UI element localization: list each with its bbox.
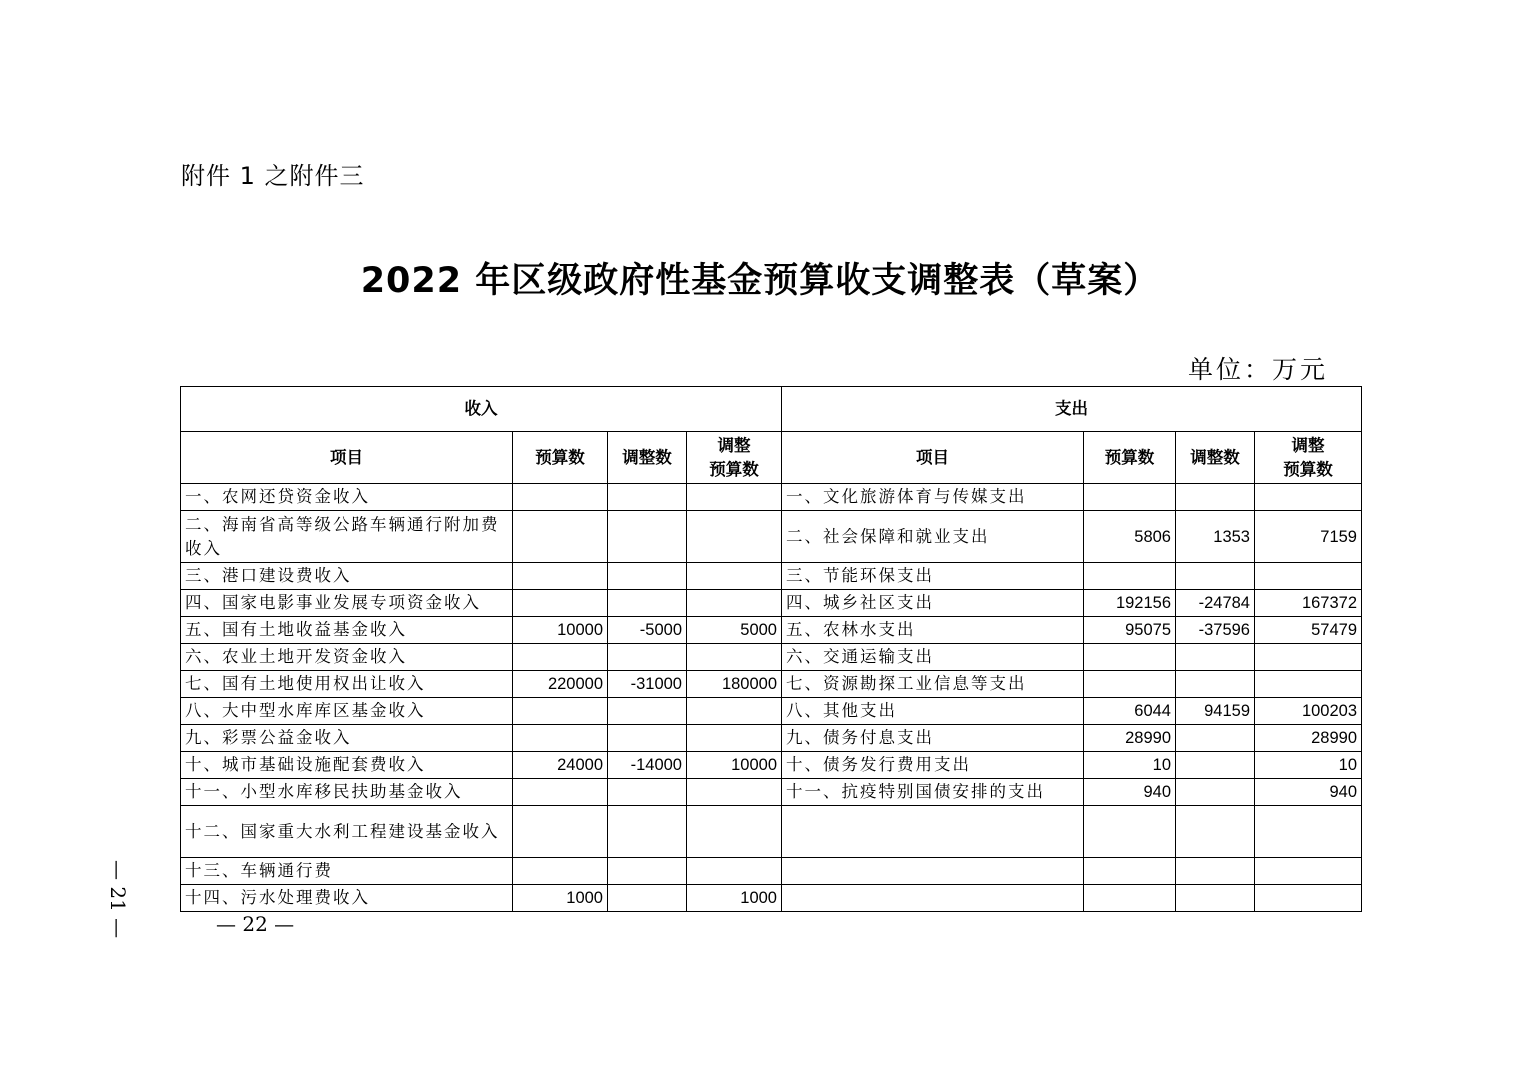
income-budget-header: 预算数 — [513, 432, 608, 484]
income-budget-cell: 10000 — [513, 617, 608, 644]
expense-budget-cell: 5806 — [1084, 511, 1176, 563]
expense-budget-cell — [1084, 644, 1176, 671]
expense-budget-cell — [1084, 671, 1176, 698]
expense-budget-cell: 6044 — [1084, 698, 1176, 725]
income-adjust-cell — [608, 563, 687, 590]
income-adjust-cell — [608, 511, 687, 563]
table-row — [181, 806, 1362, 858]
income-group-header: 收入 — [181, 387, 782, 432]
income-adjusted-cell — [687, 511, 782, 563]
expense-item-cell: 四、城乡社区支出 — [782, 590, 1084, 617]
expense-adjust-cell: 1353 — [1176, 511, 1255, 563]
income-budget-cell — [513, 563, 608, 590]
income-item-cell: 五、国有土地收益基金收入 — [181, 617, 513, 644]
income-adjusted-cell — [687, 590, 782, 617]
table-row — [181, 590, 1362, 617]
column-header-row — [181, 432, 1362, 484]
expense-adjust-cell — [1176, 644, 1255, 671]
expense-adjust-cell — [1176, 563, 1255, 590]
income-budget-cell — [513, 858, 608, 885]
income-item-cell: 十二、国家重大水利工程建设基金收入 — [181, 806, 513, 858]
income-adjust-cell — [608, 590, 687, 617]
income-item-cell: 十、城市基础设施配套费收入 — [181, 752, 513, 779]
expense-adjusted-cell: 28990 — [1255, 725, 1362, 752]
expense-budget-cell — [1084, 806, 1176, 858]
income-item-cell: 七、国有土地使用权出让收入 — [181, 671, 513, 698]
expense-adjusted-cell — [1255, 644, 1362, 671]
expense-item-cell: 八、其他支出 — [782, 698, 1084, 725]
income-item-cell: 六、农业土地开发资金收入 — [181, 644, 513, 671]
income-item-cell: 三、港口建设费收入 — [181, 563, 513, 590]
group-header-row — [181, 387, 1362, 432]
income-adjust-cell: -14000 — [608, 752, 687, 779]
expense-budget-cell: 940 — [1084, 779, 1176, 806]
expense-adjust-cell — [1176, 779, 1255, 806]
income-budget-cell — [513, 644, 608, 671]
expense-budget-header: 预算数 — [1084, 432, 1176, 484]
expense-budget-cell: 192156 — [1084, 590, 1176, 617]
expense-adjust-cell — [1176, 484, 1255, 511]
table-row — [181, 671, 1362, 698]
expense-item-cell: 九、债务付息支出 — [782, 725, 1084, 752]
expense-budget-cell: 10 — [1084, 752, 1176, 779]
expense-item-header: 项目 — [782, 432, 1084, 484]
income-item-header: 项目 — [181, 432, 513, 484]
table-row — [181, 511, 1362, 563]
income-adjusted-cell: 180000 — [687, 671, 782, 698]
income-adjusted-header — [687, 432, 782, 484]
expense-item-cell — [782, 885, 1084, 912]
expense-item-cell: 六、交通运输支出 — [782, 644, 1084, 671]
attachment-label: 附件 1 之附件三 — [181, 162, 365, 190]
income-item-cell: 二、海南省高等级公路车辆通行附加费收入 — [181, 511, 513, 563]
expense-item-cell — [782, 858, 1084, 885]
income-budget-cell — [513, 484, 608, 511]
table-row — [181, 563, 1362, 590]
expense-item-cell: 十一、抗疫特别国债安排的支出 — [782, 779, 1084, 806]
expense-adjust-header: 调整数 — [1176, 432, 1255, 484]
income-adjust-cell — [608, 885, 687, 912]
expense-group-header: 支出 — [782, 387, 1362, 432]
income-item-cell: 九、彩票公益金收入 — [181, 725, 513, 752]
table-row — [181, 858, 1362, 885]
table-row — [181, 885, 1362, 912]
expense-adjusted-cell: 167372 — [1255, 590, 1362, 617]
table-row — [181, 617, 1362, 644]
expense-adjusted-cell — [1255, 858, 1362, 885]
income-budget-cell — [513, 725, 608, 752]
adjusted-header-line1: 调整 — [1291, 435, 1325, 455]
expense-adjust-cell: -24784 — [1176, 590, 1255, 617]
expense-adjust-cell — [1176, 671, 1255, 698]
expense-adjust-cell — [1176, 752, 1255, 779]
expense-adjusted-cell — [1255, 484, 1362, 511]
expense-adjusted-cell — [1255, 806, 1362, 858]
expense-budget-cell — [1084, 563, 1176, 590]
expense-budget-cell — [1084, 885, 1176, 912]
income-budget-cell — [513, 779, 608, 806]
income-adjusted-cell — [687, 779, 782, 806]
expense-item-cell: 五、农林水支出 — [782, 617, 1084, 644]
income-adjusted-cell: 10000 — [687, 752, 782, 779]
expense-adjust-cell — [1176, 885, 1255, 912]
expense-budget-cell: 95075 — [1084, 617, 1176, 644]
adjusted-header-line1: 调整 — [717, 435, 751, 455]
income-budget-cell — [513, 511, 608, 563]
income-adjusted-cell — [687, 725, 782, 752]
expense-adjust-cell — [1176, 725, 1255, 752]
income-item-cell: 一、农网还贷资金收入 — [181, 484, 513, 511]
expense-item-cell — [782, 806, 1084, 858]
expense-adjusted-header — [1255, 432, 1362, 484]
expense-item-cell: 三、节能环保支出 — [782, 563, 1084, 590]
expense-adjusted-cell: 940 — [1255, 779, 1362, 806]
income-item-cell: 八、大中型水库库区基金收入 — [181, 698, 513, 725]
adjusted-header-line2: 预算数 — [709, 459, 759, 479]
income-adjusted-cell — [687, 698, 782, 725]
income-adjusted-cell — [687, 644, 782, 671]
table-row — [181, 752, 1362, 779]
income-budget-cell: 220000 — [513, 671, 608, 698]
income-adjust-cell — [608, 644, 687, 671]
expense-adjusted-cell: 10 — [1255, 752, 1362, 779]
income-item-cell: 十三、车辆通行费 — [181, 858, 513, 885]
income-adjust-cell — [608, 698, 687, 725]
table-row — [181, 779, 1362, 806]
budget-adjustment-table — [180, 386, 1362, 912]
income-adjust-cell — [608, 779, 687, 806]
income-adjust-cell: -5000 — [608, 617, 687, 644]
table-row — [181, 644, 1362, 671]
expense-budget-cell: 28990 — [1084, 725, 1176, 752]
expense-item-cell: 一、文化旅游体育与传媒支出 — [782, 484, 1084, 511]
income-adjust-cell — [608, 858, 687, 885]
table-row — [181, 698, 1362, 725]
income-adjust-cell: -31000 — [608, 671, 687, 698]
expense-adjusted-cell: 100203 — [1255, 698, 1362, 725]
expense-item-cell: 十、债务发行费用支出 — [782, 752, 1084, 779]
income-adjusted-cell — [687, 806, 782, 858]
expense-budget-cell — [1084, 858, 1176, 885]
expense-item-cell: 七、资源勘探工业信息等支出 — [782, 671, 1084, 698]
income-adjust-cell — [608, 484, 687, 511]
expense-budget-cell — [1084, 484, 1176, 511]
expense-adjusted-cell — [1255, 563, 1362, 590]
income-budget-cell — [513, 590, 608, 617]
expense-adjusted-cell — [1255, 671, 1362, 698]
income-adjusted-cell: 1000 — [687, 885, 782, 912]
expense-adjusted-cell: 7159 — [1255, 511, 1362, 563]
expense-adjusted-cell — [1255, 885, 1362, 912]
income-adjust-cell — [608, 806, 687, 858]
expense-adjust-cell — [1176, 858, 1255, 885]
income-item-cell: 十一、小型水库移民扶助基金收入 — [181, 779, 513, 806]
income-adjust-cell — [608, 725, 687, 752]
income-item-cell: 十四、污水处理费收入 — [181, 885, 513, 912]
expense-item-cell: 二、社会保障和就业支出 — [782, 511, 1084, 563]
expense-adjust-cell: -37596 — [1176, 617, 1255, 644]
income-adjusted-cell — [687, 858, 782, 885]
page-number: — 22 — — [216, 912, 295, 936]
income-budget-cell: 1000 — [513, 885, 608, 912]
expense-adjust-cell: 94159 — [1176, 698, 1255, 725]
income-budget-cell: 24000 — [513, 752, 608, 779]
income-adjusted-cell: 5000 — [687, 617, 782, 644]
expense-adjusted-cell: 57479 — [1255, 617, 1362, 644]
side-page-number: — 21 — — [106, 860, 130, 939]
table-row — [181, 484, 1362, 511]
income-budget-cell — [513, 698, 608, 725]
expense-adjust-cell — [1176, 806, 1255, 858]
adjusted-header-line2: 预算数 — [1283, 459, 1333, 479]
income-adjust-header: 调整数 — [608, 432, 687, 484]
income-item-cell: 四、国家电影事业发展专项资金收入 — [181, 590, 513, 617]
page-title: 2022 年区级政府性基金预算收支调整表（草案） — [360, 261, 1160, 301]
unit-label: 单位：万元 — [1188, 355, 1329, 384]
income-adjusted-cell — [687, 563, 782, 590]
table-row — [181, 725, 1362, 752]
income-budget-cell — [513, 806, 608, 858]
income-adjusted-cell — [687, 484, 782, 511]
